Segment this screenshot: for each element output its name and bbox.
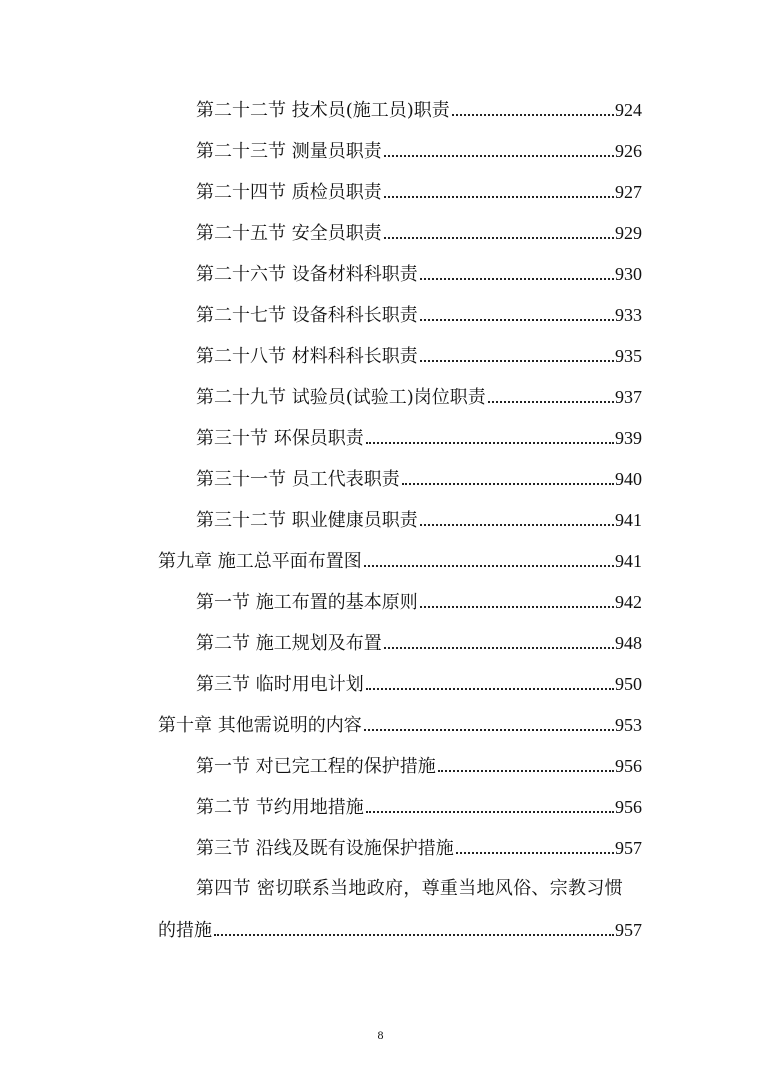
dot-leader	[366, 441, 614, 444]
toc-entry-page: 941	[615, 551, 642, 571]
toc-entry-page: 957	[615, 838, 642, 858]
toc-entry[interactable]	[196, 586, 642, 618]
dot-leader	[384, 195, 614, 198]
toc-entry[interactable]	[196, 832, 642, 864]
dot-leader	[366, 810, 614, 813]
toc-entry-title: 第三十一节 员工代表职责	[196, 469, 400, 490]
toc-entry-title: 第二十七节 设备科科长职责	[196, 305, 418, 326]
dot-leader	[384, 154, 614, 157]
toc-entry[interactable]	[196, 381, 642, 413]
toc-entry-title: 第二十八节 材料科科长职责	[196, 346, 418, 367]
toc-entry-title: 第二十六节 设备材料科职责	[196, 264, 418, 285]
toc-entry[interactable]	[196, 668, 642, 700]
toc-entry-page: 956	[615, 756, 642, 776]
toc-entry[interactable]	[196, 94, 642, 126]
toc-entry-page: 929	[615, 223, 642, 243]
toc-entry-page: 940	[615, 469, 642, 489]
toc-entry-title: 第二节 节约用地措施	[196, 797, 364, 818]
dot-leader	[456, 851, 614, 854]
dot-leader	[366, 687, 614, 690]
toc-entry-page: 941	[615, 510, 642, 530]
dot-leader	[364, 728, 614, 731]
toc-entry-title: 第三节 沿线及既有设施保护措施	[196, 838, 454, 859]
toc-entry-page: 926	[615, 141, 642, 161]
toc-entry[interactable]	[196, 463, 642, 495]
toc-entry[interactable]	[196, 422, 642, 454]
toc-entry-title: 的措施	[158, 920, 212, 941]
toc-entry-page: 948	[615, 633, 642, 653]
dot-leader	[438, 769, 614, 772]
toc-entry-page: 956	[615, 797, 642, 817]
toc-entry[interactable]	[196, 217, 642, 249]
toc-entry-page: 950	[615, 674, 642, 694]
toc-entry-page: 953	[615, 715, 642, 735]
toc-entry-page: 935	[615, 346, 642, 366]
toc-entry[interactable]	[196, 627, 642, 659]
toc-entry-title: 第三十二节 职业健康员职责	[196, 510, 418, 531]
toc-entry[interactable]	[196, 504, 642, 536]
toc-entry[interactable]	[196, 258, 642, 290]
toc-chapter-entry[interactable]	[158, 545, 642, 577]
toc-entry-title: 第二十三节 测量员职责	[196, 141, 382, 162]
dot-leader	[402, 482, 614, 485]
toc-chapter-entry[interactable]	[158, 709, 642, 741]
dot-leader	[364, 564, 614, 567]
toc-entry-wrapped-line2[interactable]	[158, 914, 642, 946]
dot-leader	[420, 605, 614, 608]
toc-entry-title: 第三节 临时用电计划	[196, 674, 364, 695]
toc-entry[interactable]	[196, 791, 642, 823]
toc-entry-page: 924	[615, 100, 642, 120]
toc-entry-title: 第九章 施工总平面布置图	[158, 551, 362, 572]
toc-entry-title: 第三十节 环保员职责	[196, 428, 364, 449]
dot-leader	[420, 359, 614, 362]
toc-entry[interactable]	[196, 135, 642, 167]
toc-entry[interactable]	[196, 299, 642, 331]
toc-entry-title: 第十章 其他需说明的内容	[158, 715, 362, 736]
toc-entry[interactable]	[196, 750, 642, 782]
toc-entry-page: 927	[615, 182, 642, 202]
toc-entry-title: 第二十五节 安全员职责	[196, 223, 382, 244]
toc-entry-title: 第二节 施工规划及布置	[196, 633, 382, 654]
dot-leader	[420, 277, 614, 280]
toc-entry-title: 第二十二节 技术员(施工员)职责	[196, 100, 450, 121]
toc-entry-title: 第一节 对已完工程的保护措施	[196, 756, 436, 777]
toc-entry-page: 957	[615, 920, 642, 940]
page-number-footer: 8	[377, 1028, 384, 1042]
toc-entry-page: 939	[615, 428, 642, 448]
dot-leader	[452, 113, 614, 116]
dot-leader	[214, 933, 614, 936]
dot-leader	[384, 646, 614, 649]
toc-entry[interactable]	[196, 340, 642, 372]
toc-entry-page: 933	[615, 305, 642, 325]
dot-leader	[420, 318, 614, 321]
toc-entry-page: 942	[615, 592, 642, 612]
toc-entry-wrapped-line1[interactable]: 第四节 密切联系当地政府，尊重当地风俗、宗教习惯	[196, 878, 623, 899]
dot-leader	[384, 236, 614, 239]
toc-entry-page: 937	[615, 387, 642, 407]
toc-entry-page: 930	[615, 264, 642, 284]
dot-leader	[488, 400, 614, 403]
toc-entry[interactable]	[196, 176, 642, 208]
dot-leader	[420, 523, 614, 526]
toc-entry-title: 第一节 施工布置的基本原则	[196, 592, 418, 613]
toc-entry-title: 第二十九节 试验员(试验工)岗位职责	[196, 387, 486, 408]
toc-entry-title: 第二十四节 质检员职责	[196, 182, 382, 203]
